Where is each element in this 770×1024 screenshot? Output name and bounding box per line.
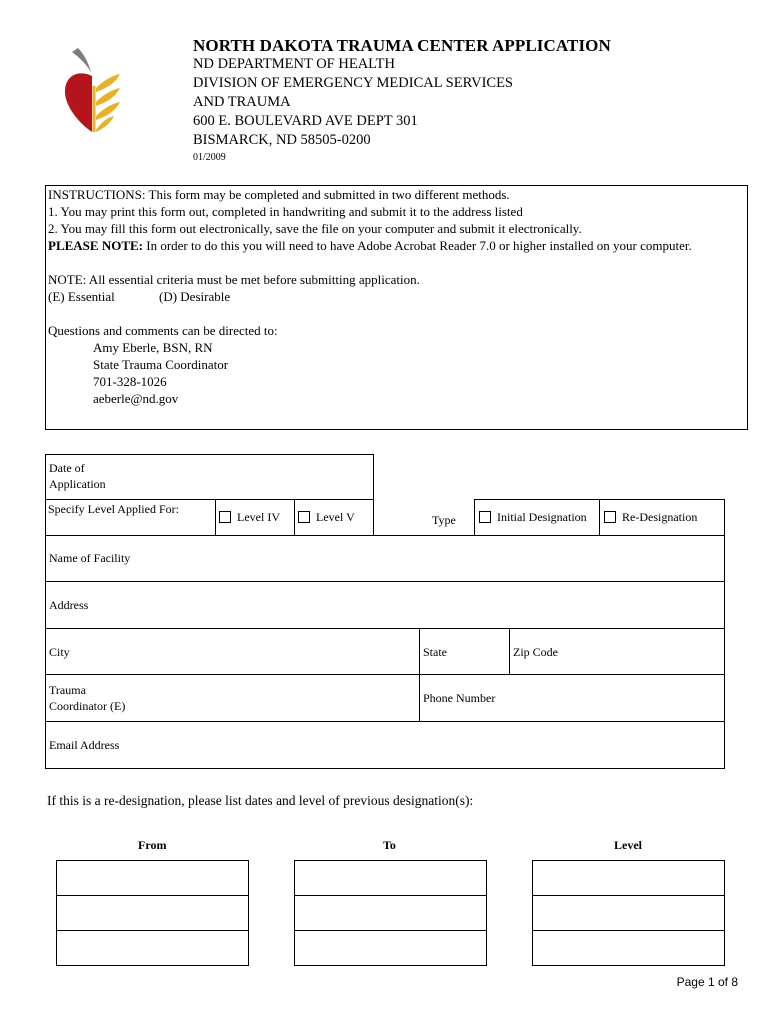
city-label: City <box>49 645 70 659</box>
please-note-label: PLEASE NOTE: <box>48 238 143 253</box>
phone-label: Phone Number <box>423 691 496 705</box>
level-iv-option[interactable] <box>215 499 295 536</box>
revision-date: 01/2009 <box>193 152 226 163</box>
coordinator-label-line2: Coordinator (E) <box>49 699 126 713</box>
redesignation-label: Re-Designation <box>622 510 698 524</box>
nd-health-logo <box>62 46 124 134</box>
instructions-line: 2. You may fill this form out electronically, save the file on your computer and submit it electronically. <box>48 221 582 236</box>
level-v-checkbox[interactable] <box>298 511 310 523</box>
to-entry-field[interactable] <box>295 896 486 931</box>
email-label: Email Address <box>49 738 120 752</box>
type-label: Type <box>432 513 456 527</box>
contact-name: Amy Eberle, BSN, RN <box>93 340 213 355</box>
date-label-line1: Date of <box>49 461 85 475</box>
level-column-header: Level <box>614 838 642 852</box>
level-entry-field[interactable] <box>533 896 724 931</box>
previous-designation-prompt: If this is a re-designation, please list dates and level of previous designation(s): <box>47 793 474 808</box>
redesignation-checkbox[interactable] <box>604 511 616 523</box>
page-number: Page 1 of 8 <box>676 975 738 989</box>
level-entry-field[interactable] <box>533 861 724 896</box>
from-column-grid <box>56 860 249 966</box>
from-column-header: From <box>138 838 167 852</box>
state-field[interactable] <box>419 628 510 675</box>
questions-line: Questions and comments can be directed to: <box>48 323 278 338</box>
trauma-coordinator-field[interactable] <box>45 674 420 722</box>
initial-designation-label: Initial Designation <box>497 510 587 524</box>
please-note-line <box>48 238 692 254</box>
division-name-cont: AND TRAUMA <box>193 94 291 110</box>
instructions-line: INSTRUCTIONS: This form may be completed and submitted in two different methods. <box>48 187 510 202</box>
email-address-field[interactable] <box>45 721 725 769</box>
level-label-cell <box>45 499 216 536</box>
coordinator-label-line1: Trauma <box>49 683 86 697</box>
phone-number-field[interactable] <box>419 674 725 722</box>
to-column-grid <box>294 860 487 966</box>
essential-note: NOTE: All essential criteria must be met before submitting application. <box>48 272 420 287</box>
instructions-box <box>45 185 748 430</box>
level-iv-checkbox[interactable] <box>219 511 231 523</box>
facility-name-field[interactable] <box>45 535 725 582</box>
level-label: Specify Level Applied For: <box>48 502 179 516</box>
redesignation-option[interactable] <box>599 499 725 536</box>
division-name: DIVISION OF EMERGENCY MEDICAL SERVICES <box>193 75 513 91</box>
to-entry-field[interactable] <box>295 931 486 966</box>
instructions-line: 1. You may print this form out, completed in handwriting and submit it to the address listed <box>48 204 523 219</box>
facility-label: Name of Facility <box>49 551 131 565</box>
date-label-line2: Application <box>49 477 106 491</box>
zip-code-field[interactable] <box>509 628 725 675</box>
form-title: NORTH DAKOTA TRAUMA CENTER APPLICATION <box>193 36 611 55</box>
address-label: Address <box>49 598 89 612</box>
level-v-label: Level V <box>316 510 355 524</box>
city-field[interactable] <box>45 628 420 675</box>
contact-phone: 701-328-1026 <box>93 374 167 389</box>
level-entry-field[interactable] <box>533 931 724 966</box>
from-entry-field[interactable] <box>57 931 248 966</box>
please-note-text: In order to do this you will need to have Adobe Acrobat Reader 7.0 or higher installed on your computer. <box>143 238 692 253</box>
state-label: State <box>423 645 447 659</box>
street-address: 600 E. BOULEVARD AVE DEPT 301 <box>193 113 418 129</box>
from-entry-field[interactable] <box>57 896 248 931</box>
level-column-grid <box>532 860 725 966</box>
date-of-application-field[interactable] <box>45 454 374 500</box>
level-v-option[interactable] <box>294 499 374 536</box>
to-column-header: To <box>383 838 396 852</box>
zip-label: Zip Code <box>513 645 558 659</box>
from-entry-field[interactable] <box>57 861 248 896</box>
address-field[interactable] <box>45 581 725 629</box>
essential-legend: (E) Essential <box>48 289 115 304</box>
to-entry-field[interactable] <box>295 861 486 896</box>
city-address: BISMARCK, ND 58505-0200 <box>193 132 371 148</box>
level-iv-label: Level IV <box>237 510 280 524</box>
initial-designation-option[interactable] <box>474 499 600 536</box>
initial-designation-checkbox[interactable] <box>479 511 491 523</box>
dept-name: ND DEPARTMENT OF HEALTH <box>193 56 396 72</box>
desirable-legend: (D) Desirable <box>159 289 231 304</box>
contact-email: aeberle@nd.gov <box>93 391 179 406</box>
contact-title: State Trauma Coordinator <box>93 357 229 372</box>
